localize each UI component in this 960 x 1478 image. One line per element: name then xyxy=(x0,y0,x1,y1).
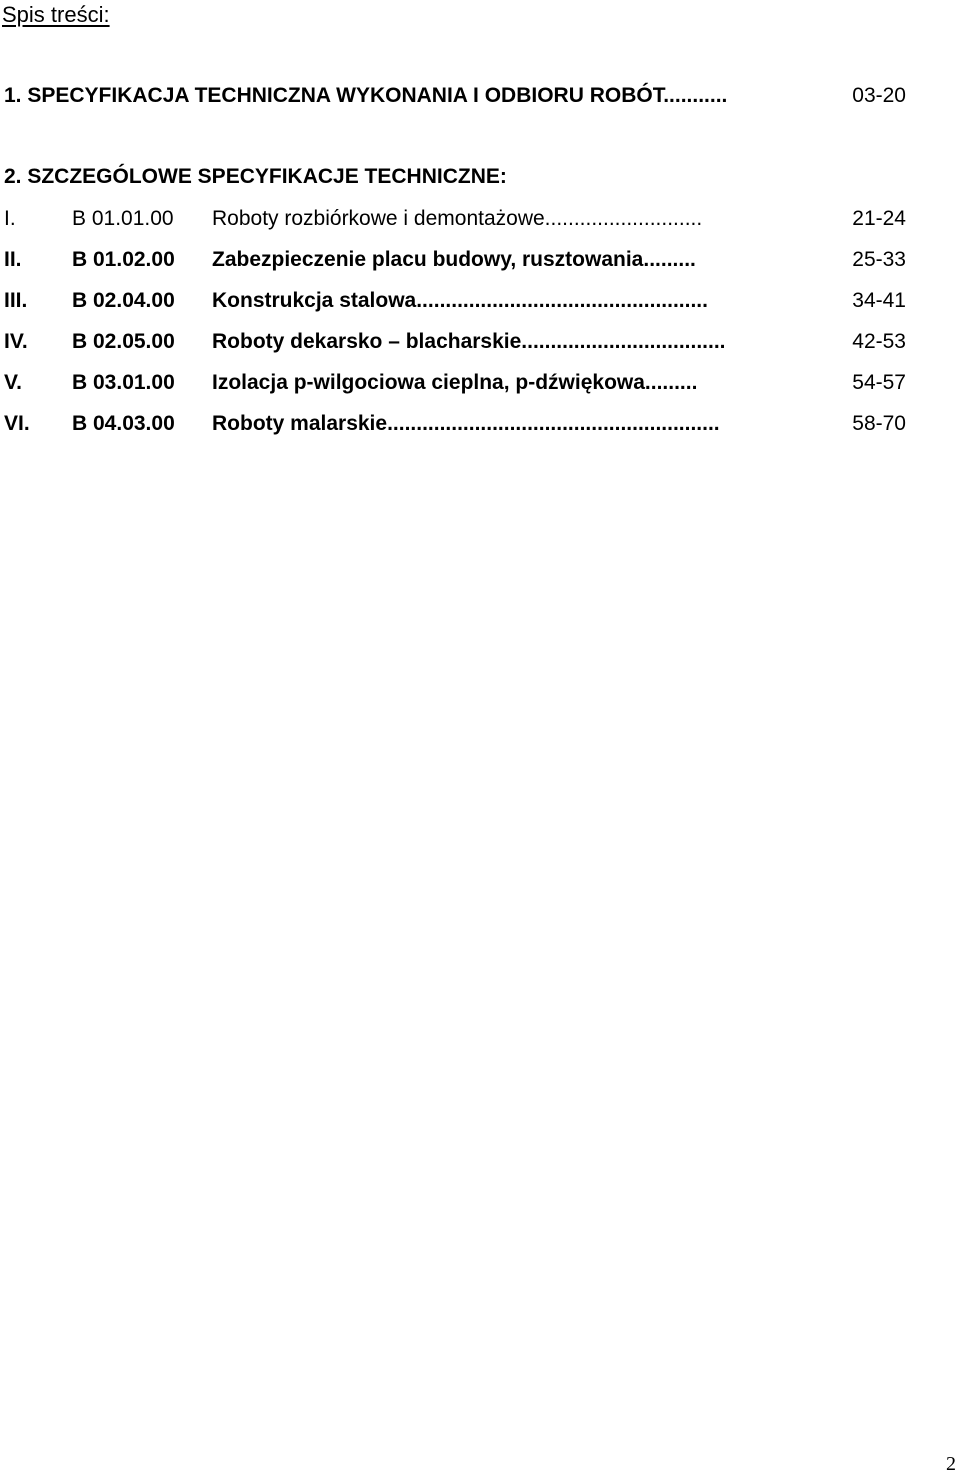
entry-pages: 21-24 xyxy=(852,207,906,230)
entry-code: B 02.05.00 xyxy=(72,330,175,353)
entry-number: VI. xyxy=(4,412,30,435)
toc-entry xyxy=(4,206,906,232)
main-entry-pages: 03-20 xyxy=(852,84,906,107)
toc-main-entry xyxy=(4,83,906,109)
toc-entry xyxy=(4,329,906,355)
entry-title: Roboty rozbiórkowe i demontażowe........................... xyxy=(212,207,703,230)
entry-pages: 54-57 xyxy=(852,371,906,394)
entry-title: Roboty malarskie......................................................... xyxy=(212,412,720,435)
entry-code: B 02.04.00 xyxy=(72,289,175,312)
toc-entry xyxy=(4,288,906,314)
toc-entry xyxy=(4,370,906,396)
section-heading: 2. SZCZEGÓLOWE SPECYFIKACJE TECHNICZNE: xyxy=(4,165,507,188)
entry-number: V. xyxy=(4,371,22,394)
entry-title: Izolacja p-wilgociowa cieplna, p-dźwiękowa......... xyxy=(212,371,698,394)
entry-title: Konstrukcja stalowa.................................................. xyxy=(212,289,708,312)
entry-code: B 04.03.00 xyxy=(72,412,175,435)
entry-code: B 01.02.00 xyxy=(72,248,175,271)
entry-number: III. xyxy=(4,289,28,312)
toc-entry xyxy=(4,411,906,437)
main-entry-text: 1. SPECYFIKACJA TECHNICZNA WYKONANIA I ODBIORU ROBÓT........... xyxy=(4,84,728,107)
entry-pages: 42-53 xyxy=(852,330,906,353)
entry-number: II. xyxy=(4,248,22,271)
entry-number: I. xyxy=(4,207,16,230)
entry-code: B 03.01.00 xyxy=(72,371,175,394)
entry-code: B 01.01.00 xyxy=(72,207,174,230)
page-number: 2 xyxy=(946,1453,956,1475)
entry-title: Zabezpieczenie placu budowy, rusztowania......... xyxy=(212,248,696,271)
entry-pages: 25-33 xyxy=(852,248,906,271)
entry-pages: 34-41 xyxy=(852,289,906,312)
entry-number: IV. xyxy=(4,330,28,353)
entry-title: Roboty dekarsko – blacharskie................................... xyxy=(212,330,726,353)
entry-pages: 58-70 xyxy=(852,412,906,435)
toc-entry xyxy=(4,247,906,273)
toc-title: Spis treści: xyxy=(2,2,110,27)
